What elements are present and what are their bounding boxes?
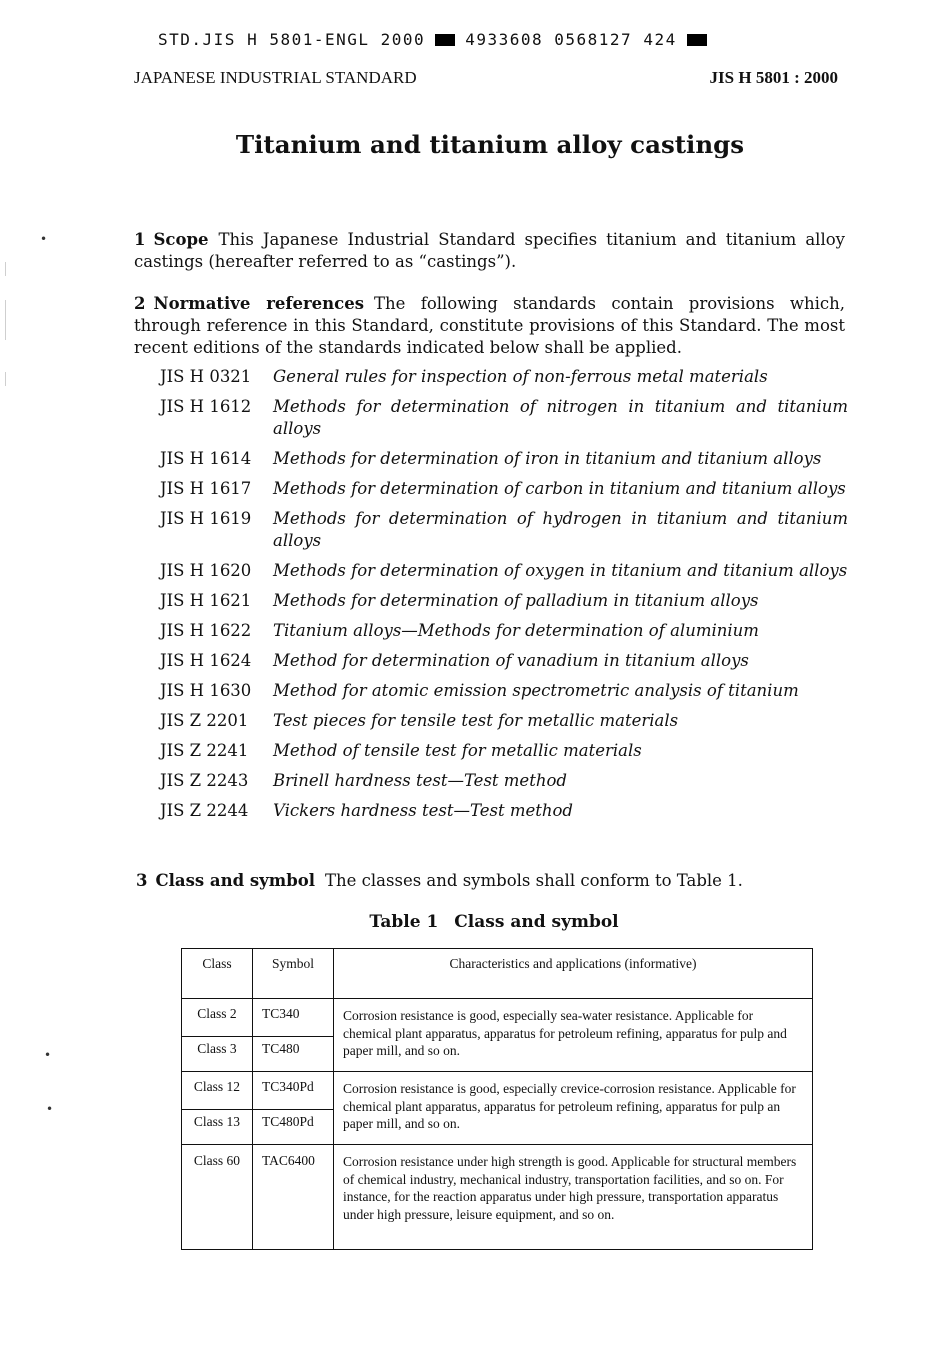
cell-characteristics: Corrosion resistance is good, especially sea-water resistance. Applicable for chemical plant apparatus, apparatus for petroleum refining, apparatus for pulp and paper mill, and so on. [334,999,813,1072]
reference-list [160,366,848,830]
reference-code: JIS H 1614 [160,449,252,468]
reference-code: JIS H 1624 [160,651,252,670]
table-row [182,1072,813,1110]
section-normative-references [134,293,845,359]
cell-symbol: TC340 [253,999,334,1037]
reference-title: Brinell hardness test—Test method [273,771,567,790]
cell-symbol: TAC6400 [253,1145,334,1250]
section-text: This Japanese Industrial Standard specifies titanium and titanium alloy castings (hereafter referred to as “castings”). [134,230,845,271]
scan-mark [5,300,6,340]
cell-class: Class 3 [182,1037,253,1072]
section-text: The following standards contain provisions which, through reference in this Standard, constitute provisions of this Standard. The most recent editions of the standards indicated below shall be applied. [134,294,846,357]
reference-title: Method for determination of vanadium in titanium alloys [273,651,749,670]
document-code: STD.JIS H 5801-ENGL 2000 [158,30,426,49]
table-row [182,1145,813,1250]
table-row [182,999,813,1037]
reference-title: Methods for determination of hydrogen in titanium and titanium alloys [273,509,848,550]
reference-code: JIS Z 2241 [160,741,249,760]
reference-item [160,650,848,672]
reference-item [160,710,848,732]
document-code-line [158,30,798,56]
section-heading: Scope [153,230,209,249]
section-heading: Normative references [153,294,365,313]
reference-title: Methods for determination of iron in titanium and titanium alloys [273,449,822,468]
reference-title: Method of tensile test for metallic materials [273,741,642,760]
reference-code: JIS H 0321 [160,367,252,386]
reference-item [160,800,848,822]
section-class-and-symbol [136,870,743,892]
reference-title: Vickers hardness test—Test method [273,801,573,820]
reference-title: Method for atomic emission spectrometric analysis of titanium [273,681,799,700]
reference-title: Methods for determination of oxygen in titanium and titanium alloys [273,561,848,580]
reference-code: JIS H 1619 [160,509,252,528]
table-header-row [182,949,813,999]
document-title: Titanium and titanium alloy castings [235,130,745,159]
table-caption [0,912,950,932]
reference-code: JIS Z 2244 [160,801,249,820]
cell-symbol: TC480 [253,1037,334,1072]
reference-title: Test pieces for tensile test for metallic materials [273,711,679,730]
reference-title: Methods for determination of nitrogen in titanium and titanium alloys [273,397,848,438]
scan-dot: • [46,1102,54,1116]
cell-characteristics: Corrosion resistance is good, especially crevice-corrosion resistance. Applicable for chemical plant apparatus, apparatus for petroleum refining, apparatus for pulp an paper mill, and so on. [334,1072,813,1145]
reference-item [160,366,848,388]
header-standard-number: JIS H 5801 : 2000 [709,68,838,87]
reference-item [160,448,848,470]
reference-item [160,560,848,582]
section-heading: Class and symbol [155,871,316,890]
cell-symbol: TC340Pd [253,1072,334,1110]
cell-class: Class 12 [182,1072,253,1110]
reference-title: General rules for inspection of non-ferrous metal materials [273,367,768,386]
reference-title: Titanium alloys—Methods for determination of aluminium [273,621,759,640]
cell-class: Class 2 [182,999,253,1037]
reference-item [160,770,848,792]
reference-item [160,508,848,552]
cell-symbol: TC480Pd [253,1110,334,1145]
section-number: 3 [136,871,148,890]
scan-mark [5,262,6,276]
reference-code: JIS H 1620 [160,561,252,580]
reference-title: Methods for determination of carbon in titanium and titanium alloys [273,479,846,498]
reference-code: JIS Z 2201 [160,711,249,730]
table-number: Table 1 [369,912,439,932]
cell-class: Class 60 [182,1145,253,1250]
reference-code: JIS H 1630 [160,681,252,700]
reference-item [160,590,848,612]
column-header-characteristics: Characteristics and applications (informative) [334,949,813,999]
cell-class: Class 13 [182,1110,253,1145]
reference-item [160,680,848,702]
table-title: Class and symbol [454,912,619,932]
section-scope [134,229,845,273]
reference-title: Methods for determination of palladium in titanium alloys [273,591,759,610]
reference-code: JIS H 1621 [160,591,252,610]
cell-characteristics: Corrosion resistance under high strength is good. Applicable for structural members of chemical industry, mechanical industry, transportation facilities, and so on. For instance, for the reaction apparatus under high pressure, transportation apparatus under high pressure, leisure equipment, and so on. [334,1145,813,1250]
reference-code: JIS H 1612 [160,397,252,416]
block-mark-icon [687,34,707,46]
barcode-number: 4933608 0568127 424 [465,30,677,49]
section-number: 2 [134,294,146,313]
section-text: The classes and symbols shall conform to Table 1. [325,871,743,890]
column-header-symbol: Symbol [253,949,334,999]
section-number: 1 [134,230,146,249]
reference-item [160,740,848,762]
class-symbol-table [181,948,813,1250]
scan-dot: • [44,1048,52,1062]
scan-mark [5,372,6,386]
block-mark-icon [435,34,455,46]
reference-code: JIS H 1622 [160,621,252,640]
column-header-class: Class [182,949,253,999]
reference-item [160,620,848,642]
reference-item [160,396,848,440]
reference-code: JIS H 1617 [160,479,252,498]
header-standard-label: JAPANESE INDUSTRIAL STANDARD [134,68,417,87]
scan-dot: • [40,232,48,246]
reference-item [160,478,848,500]
reference-code: JIS Z 2243 [160,771,249,790]
